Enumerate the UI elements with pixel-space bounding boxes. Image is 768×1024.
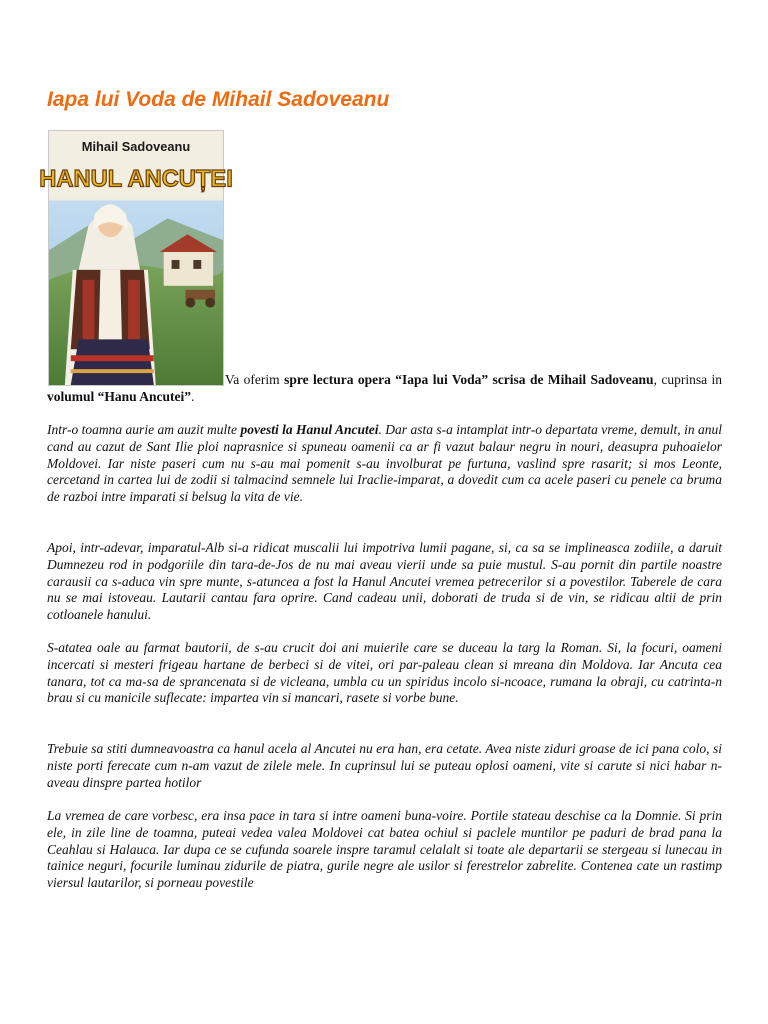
intro-bold-2: volumul “Hanu Ancutei” (47, 389, 192, 404)
paragraph-3: S-atatea oale au farmat bautorii, de s-au crucit doi ani muierile care se duceau la targ la Roman. Si, la focuri, oameni incercati si mesteri frigeau hartane de berbeci si de vitei, ori par-paleau clean si mreana din Moldova. Iar Ancuta cea tanara, tot ca ma-sa de sprancenata si de vicleana, umbla cu un spiridus incolo si-ncoace, rumana la obraji, cu catrinta-n brau si cu manicile suflecate: impartea vin si mancari, rasete si vorbe bune. (47, 640, 722, 706)
paragraph-2: Apoi, intr-adevar, imparatul-Alb si-a ridicat muscalii lui impotriva lumii pagane, si, ca sa se implineasca zodiile, a daruit Dumnezeu rod in podgoriile din tara-de-Jos de nu mai aveau vierii unde sa puie mustul. S-au pornit din partile noastre carausii ca s-aduca vin spre munte, s-atuncea a fost la Hanul Ancutei vremea petrecerilor si a povestilor. Taberele de cara nu se mai istoveau. Lautarii cantau fara oprire. Cand cadeau unii, doborati de truda si de vin, se ridicau altii de prin cotloanele hanului. (47, 540, 722, 623)
intro-paragraph (47, 371, 722, 405)
intro-text-2: , cuprinsa in (653, 372, 722, 387)
paragraph-1 (47, 422, 722, 506)
paragraph-5: La vremea de care vorbesc, era insa pace in tara si intre oameni buna-voire. Portile stateau deschise ca la Domnie. Si prin ele, in zile line de toamna, puteai vedea valea Moldovei cat batea ochiul si paclele muntilor pe paduri de brad pana la Ceahlau si Halauca. Iar dupa ce se cufunda soarele inspre taramul celalalt si toate ale departarii se stergeau si lunecau in tainice neguri, focurile luminau zidurile de piatra, gurile negre ale usilor si ferestrelor zabrelite. Contenea cate un rastimp viersul lautarilor, si porneau povestile (47, 808, 722, 891)
book-cover-illustration (39, 131, 233, 385)
book-cover-image (39, 130, 233, 386)
paragraph-1-bold: povesti la Hanul Ancutei (240, 422, 379, 437)
intro-text-1: Va oferim (225, 372, 285, 387)
page-title: Iapa lui Voda de Mihail Sadoveanu (47, 88, 390, 111)
cover-author: Mihail Sadoveanu (81, 138, 191, 154)
paragraph-1-rest: . Dar asta s-a intamplat intr-o departata vreme, demult, in anul cand au cazut de Sant Ilie ploi naprasnice si spuneau oamenii ca ar fi vazut balaur negru in nouri, deasupra puhoaielor Moldovei. Iar niste paseri cum nu s-au mai pomenit s-au involburat pe furtuna, vaslind spre rasarit; si mos Leonte, cercetand in cartea lui de zodii si talmacind semnele lui Iraclie-imparat, a dovedit cum ca acele paseri cu penele ca bruma de razboi intre imparati si belsug la vita de vie. (47, 422, 723, 505)
cover-book-title: HANUL ANCUȚEI (39, 165, 233, 193)
intro-text-3: . (191, 389, 195, 404)
intro-bold-1: spre lectura opera “Iapa lui Voda” scrisa de Mihail Sadoveanu (284, 372, 654, 387)
paragraph-1-start: Intr-o toamna aurie am auzit multe (47, 422, 241, 437)
paragraph-4: Trebuie sa stiti dumneavoastra ca hanul acela al Ancutei nu era han, era cetate. Avea niste ziduri groase de ici pana colo, si niste porti ferecate cum n-am vazut de zilele mele. In cuprinsul lui se puteau oplosi oameni, vite si carute si nici habar n-aveau dinspre partea hotilor (47, 741, 722, 790)
